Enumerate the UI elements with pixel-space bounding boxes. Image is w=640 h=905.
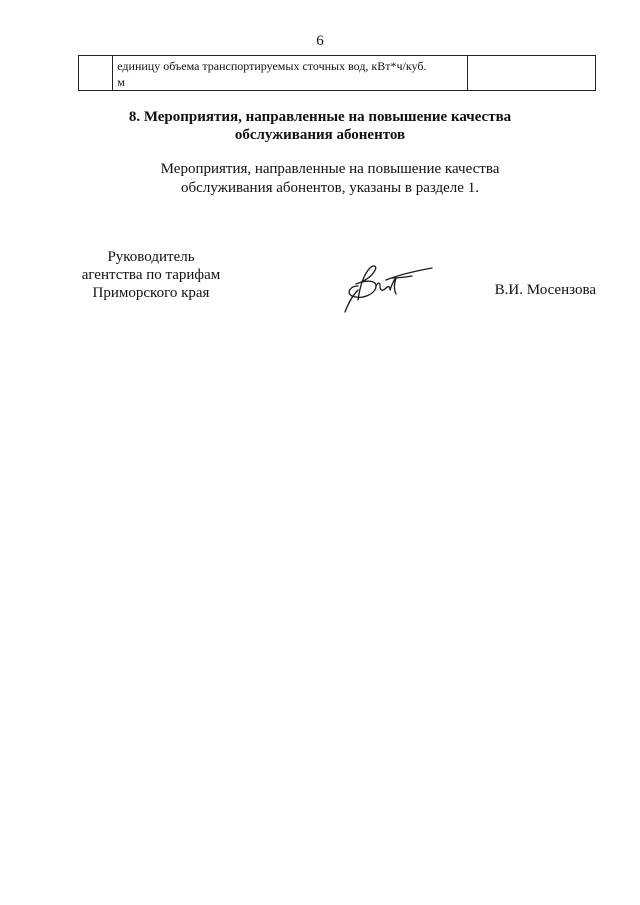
continued-table: [78, 55, 596, 91]
table-cell-number: [79, 56, 113, 91]
section-heading-line2: обслуживания абонентов: [234, 127, 406, 143]
indicator-text-line2: м: [117, 75, 125, 89]
table-cell-indicator: [113, 56, 468, 91]
signer-name: В.И. Мосензова: [494, 282, 596, 298]
section-heading: [0, 108, 640, 144]
page-number: 6: [316, 33, 324, 49]
section-body-line2: обслуживания абонентов, указаны в разделе 1.: [181, 180, 479, 196]
section-body-line1: Мероприятия, направленные на повышение качества: [160, 161, 500, 177]
signatory-position: [66, 248, 236, 302]
signatory-position-line1: Руководитель: [107, 249, 195, 265]
signatory-position-line3: Приморского края: [92, 285, 210, 301]
signatory-position-line2: агентства по тарифам: [81, 267, 221, 283]
section-body: [0, 160, 640, 198]
table-row: [79, 56, 596, 91]
table-cell-value: [467, 56, 595, 91]
handwritten-signature: [336, 256, 440, 316]
section-heading-line1: 8. Мероприятия, направленные на повышение качества: [128, 109, 512, 125]
indicator-text-line1: единицу объема транспортируемых сточных вод, кВт*ч/куб.: [117, 59, 427, 73]
